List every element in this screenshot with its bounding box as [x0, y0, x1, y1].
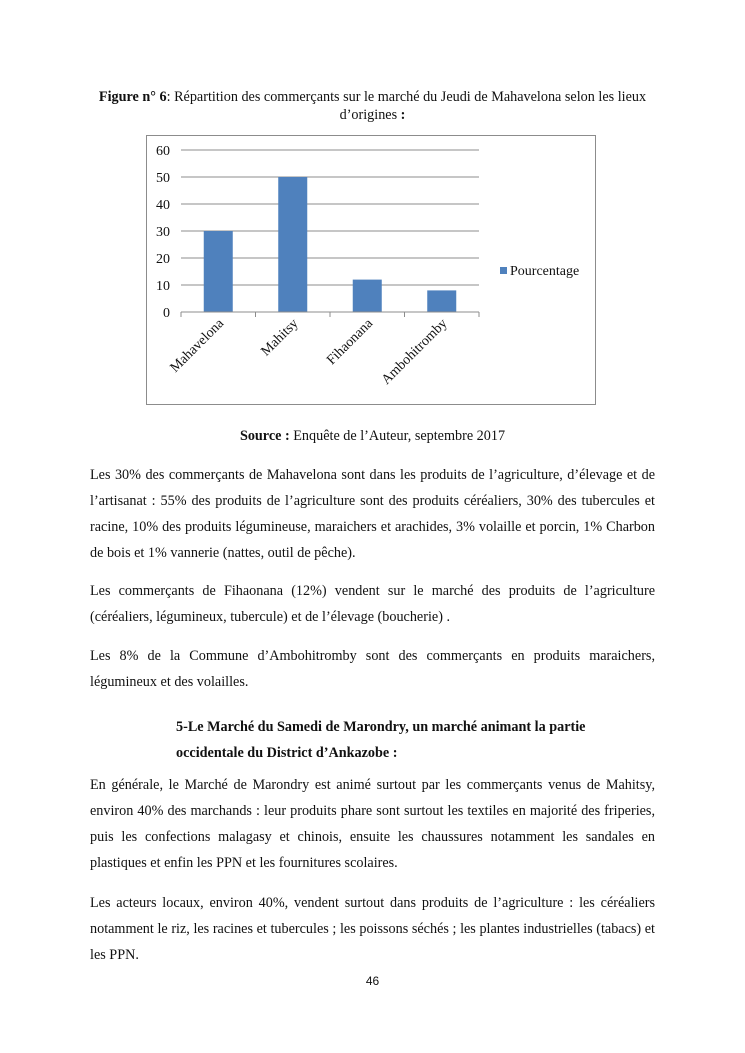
bar-chart: [146, 135, 596, 405]
figure-caption: [90, 88, 655, 124]
legend-label: Pourcentage: [510, 264, 580, 279]
y-tick-label: 50: [156, 171, 170, 186]
x-tick-label: Mahavelona: [167, 316, 228, 376]
paragraph-local-actors: Les acteurs locaux, environ 40%, vendent surtout dans produits de l’agriculture : les céréaliers notamment le riz, les racines et tubercules ; les poissons séchés ; les plantes industrielles (tabacs) et les PPN.: [90, 895, 655, 963]
y-tick-label: 30: [156, 225, 170, 240]
bar-chart-svg: [147, 136, 597, 406]
page-number: 46: [365, 974, 380, 988]
y-tick-label: 40: [156, 198, 170, 213]
figure-caption-colon: :: [400, 107, 406, 123]
y-tick-label: 10: [156, 279, 170, 294]
figure-source: [90, 428, 655, 445]
bar-fihaonana: [353, 280, 382, 312]
x-tick-label: Ambohitromby: [378, 316, 451, 388]
x-tick-label: Mahitsy: [258, 316, 302, 360]
bar-ambohitromby: [427, 290, 456, 312]
figure-caption-text: : Répartition des commerçants sur le marché du Jeudi de Mahavelona selon les lieux d’origines: [166, 89, 647, 123]
x-tick-label: Fihaonana: [324, 316, 377, 369]
paragraph-ambohitromby: Les 8% de la Commune d’Ambohitromby sont des commerçants en produits maraichers, légumineux et des volailles.: [90, 648, 655, 690]
paragraph-fihaonana: Les commerçants de Fihaonana (12%) vendent sur le marché des produits de l’agriculture (céréaliers, légumineux, tubercule) et de l’élevage (boucherie) .: [90, 583, 655, 625]
y-tick-label: 0: [163, 306, 170, 321]
bar-mahitsy: [278, 177, 307, 312]
section-heading: 5-Le Marché du Samedi de Marondry, un marché animant la partie occidentale du District d’Ankazobe :: [176, 719, 586, 761]
paragraph-mahavelona: Les 30% des commerçants de Mahavelona sont dans les produits de l’agriculture, d’élevage et de l’artisanat : 55% des produits de l’agriculture sont des produits céréaliers, 30% des tubercules et racine, 10% des produits légumineuse, maraichers et arachides, 3% volaille et porcin, 1% Charbon de bois et 1% vannerie (nattes, outil de pêche).: [90, 467, 655, 561]
legend-swatch: [500, 267, 507, 274]
y-tick-label: 20: [156, 252, 170, 267]
source-text: Enquête de l’Auteur, septembre 2017: [289, 428, 506, 444]
y-tick-label: 60: [156, 144, 170, 159]
source-label: Source :: [239, 428, 290, 444]
bar-mahavelona: [204, 231, 233, 312]
figure-label: Figure n° 6: [98, 89, 167, 105]
paragraph-marondry: En générale, le Marché de Marondry est animé surtout par les commerçants venus de Mahitsy, environ 40% des marchands : leur produits phare sont surtout les textiles en majorité des friperies, puis les confections malagasy et chinois, ensuite les chaussures notamment les sandales en plastiques et enfin les PPN et les fournitures scolaires.: [90, 777, 655, 871]
